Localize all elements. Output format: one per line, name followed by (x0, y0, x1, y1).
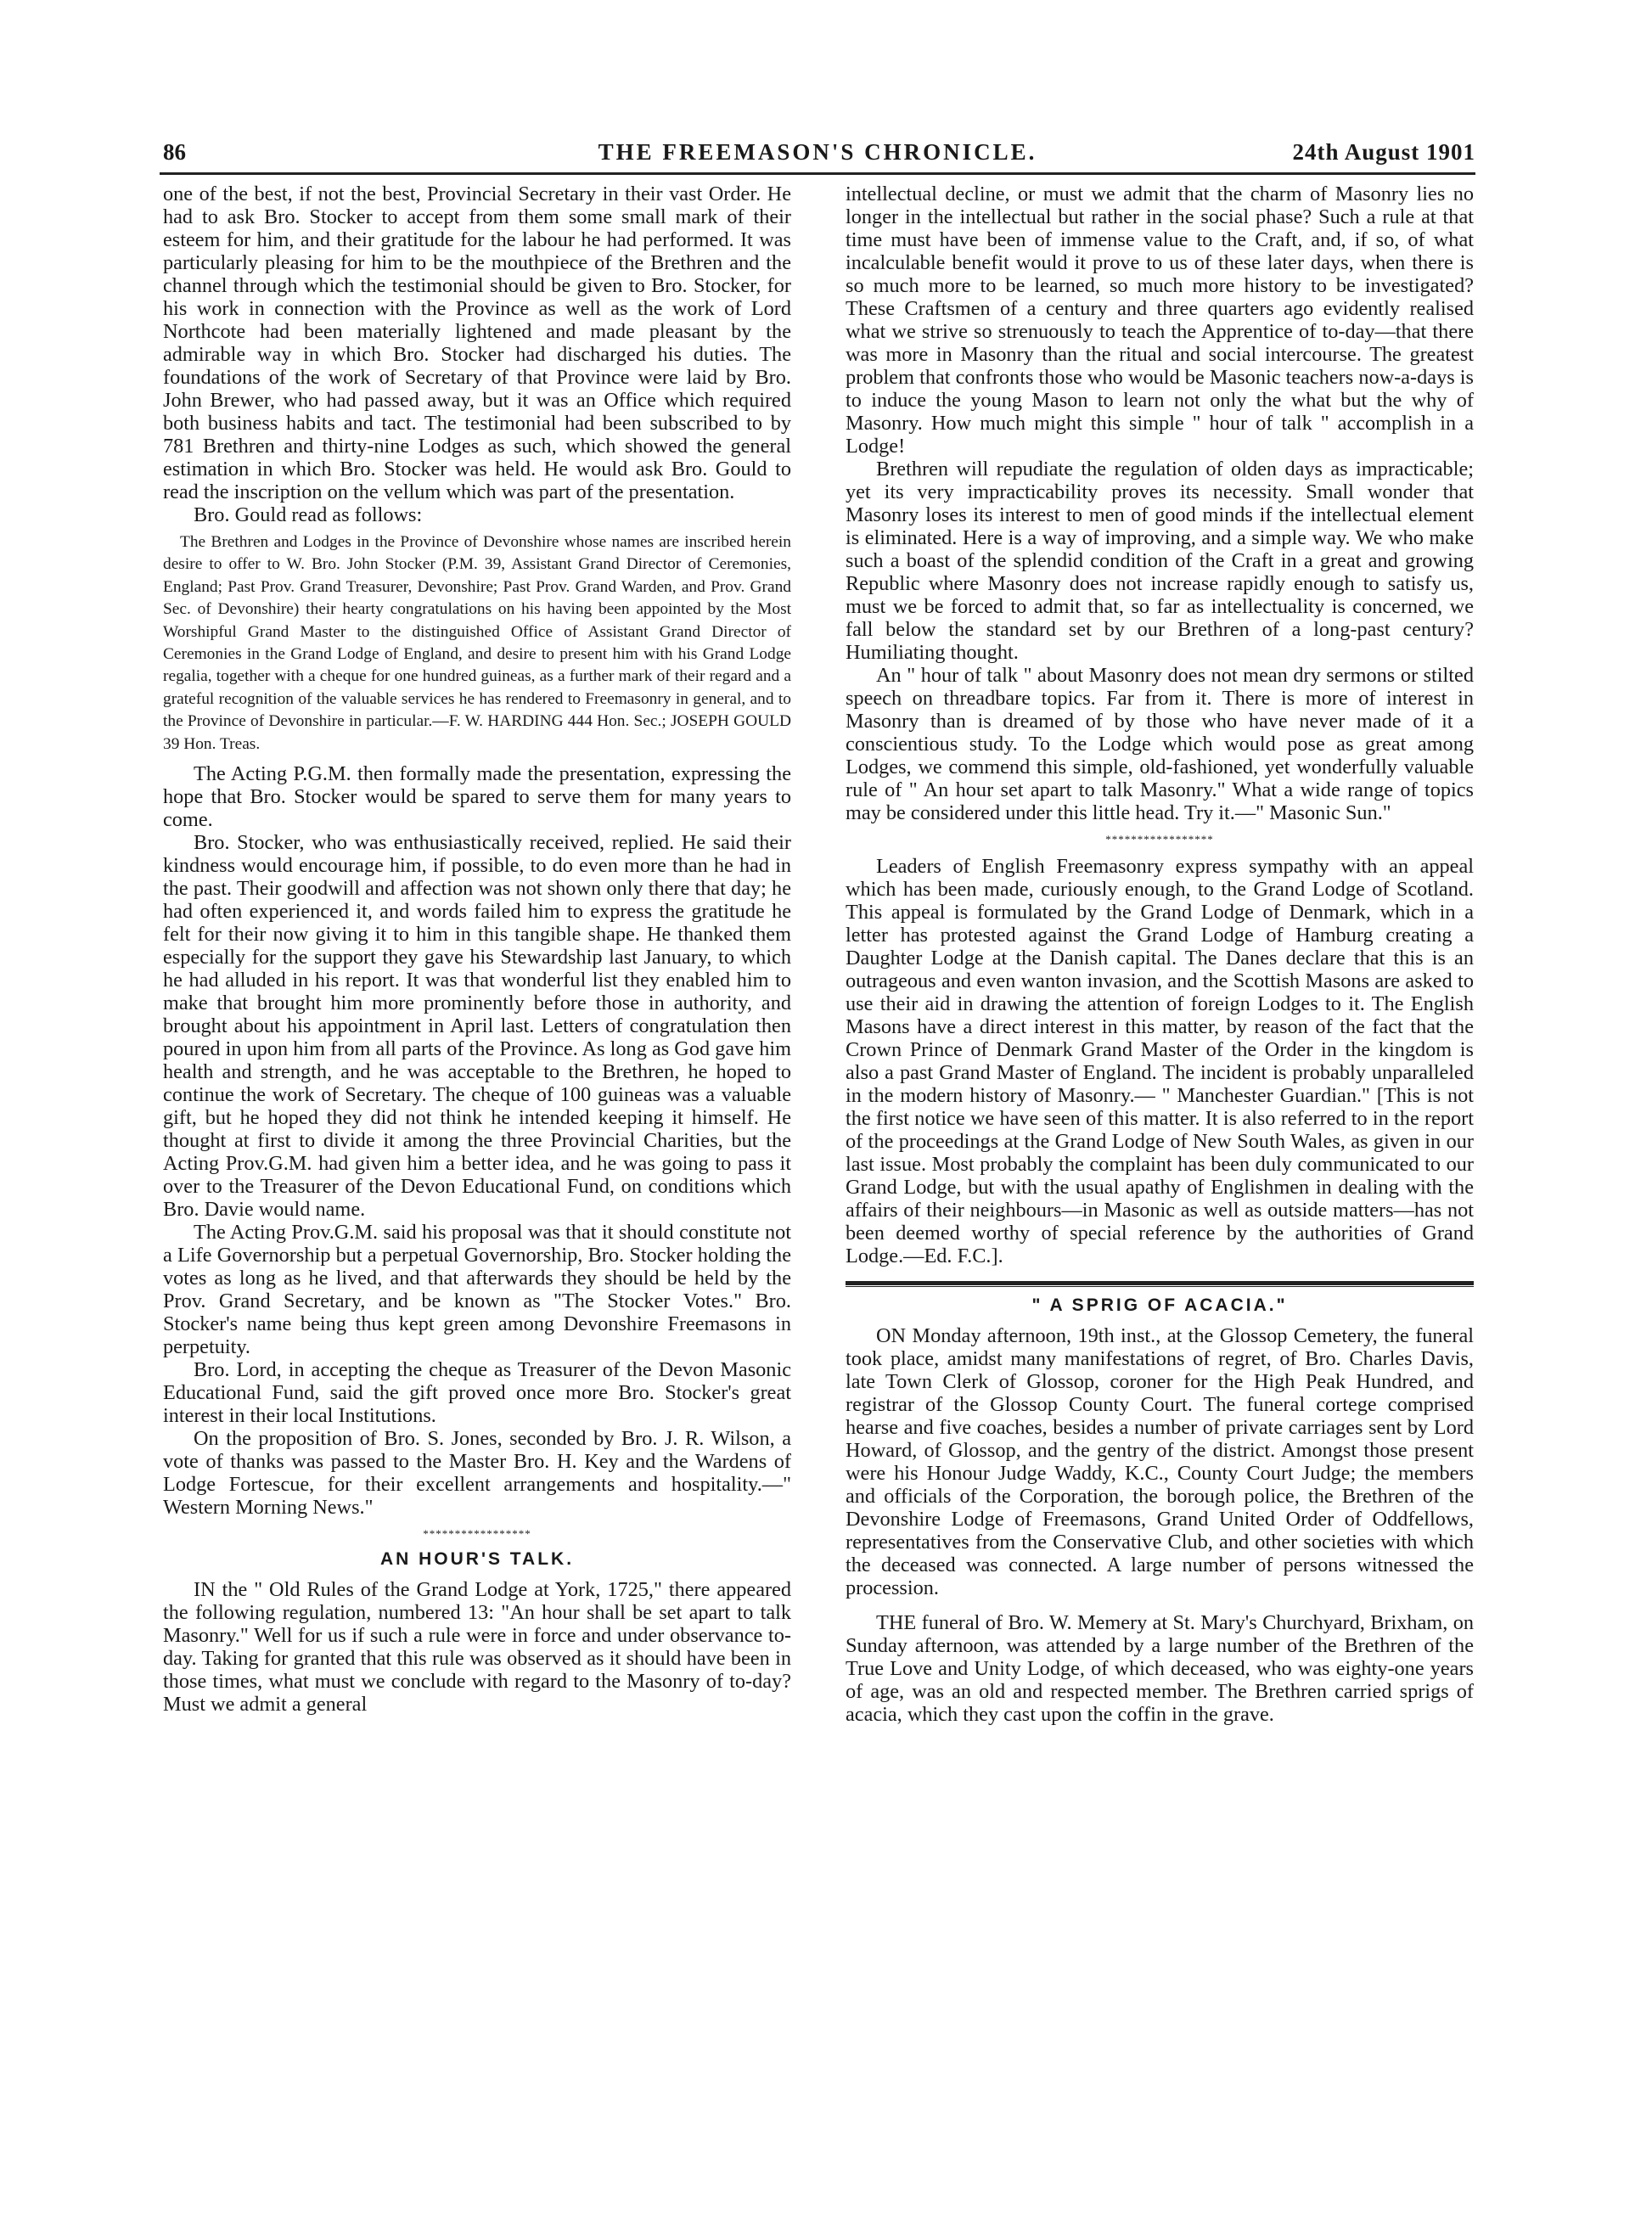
article-paragraph: An " hour of talk " about Masonry does not mean dry sermons or stilted speech on threadbare topics. Far from it. There is more of interest in Masonry than is dreamed of by those who have never made of it a conscientious study. To the Lodge which would pose as great among Lodges, we commend this simple, old-fashioned, yet wonderfully valuable rule of " An hour set apart to talk Masonry." What a wide range of topics may be considered under this little head. Try it.—" Masonic Sun." (846, 664, 1474, 824)
page-number: 86 (163, 139, 186, 165)
article-paragraph: ON Monday afternoon, 19th inst., at the Glossop Cemetery, the funeral took place, amidst many manifestations of regret, of Bro. Charles Davis, late Town Clerk of Glossop, coroner for the High Peak Hundred, and registrar of the Glossop County Court. The funeral cortege comprised hearse and five coaches, besides a number of private carriages sent by Lord Howard, of Glossop, and the gentry of the district. Amongst those present were his Honour Judge Waddy, K.C., County Court Judge; the members and officials of the Corporation, the borough police, the Brethren of the Devonshire Lodge of Freemasons, Grand United Order of Oddfellows, representatives from the Conservative Club, and other societies with which the deceased was connected. A large number of persons witnessed the procession. (846, 1324, 1474, 1599)
article-paragraph: IN the " Old Rules of the Grand Lodge at York, 1725," there appeared the following regulation, numbered 13: "An hour shall be set apart to talk Masonry." Well for us if such a rule were in force and under observance to-day. Taking for granted that this rule was observed as it should have been in those times, what must we conclude with regard to the Masonry of to-day? Must we admit a general (163, 1578, 791, 1717)
left-column (163, 183, 791, 1716)
article-paragraph: On the proposition of Bro. S. Jones, seconded by Bro. J. R. Wilson, a vote of thanks was passed to the Master Bro. H. Key and the Wardens of Lodge Fortescue, for their excellent arrangements and hospitality.—" Western Morning News." (163, 1427, 791, 1520)
article-paragraph: THE funeral of Bro. W. Memery at St. Mary's Churchyard, Brixham, on Sunday afternoon, was attended by a large number of the Brethren of the True Love and Unity Lodge, of which deceased, who was eighty-one years of age, was an old and respected member. The Brethren carried sprigs of acacia, which they cast upon the coffin in the grave. (846, 1611, 1474, 1726)
article-paragraph: one of the best, if not the best, Provincial Secretary in their vast Order. He had to ask Bro. Stocker to accept from them some small mark of their esteem for him, and their gratitude for the labour he had performed. It was particularly pleasing for him to be the mouthpiece of the Brethren and the channel through which the testimonial should be given to Bro. Stocker, for his work in connection with the Province as well as the work of Lord Northcote had been materially lightened and made pleasant by the admirable way in which Bro. Stocker had discharged his duties. The foundations of the work of Secretary of that Province were laid by Bro. John Brewer, who had passed away, but it was an Office which required both business habits and tact. The testimonial had been subscribed to by 781 Brethren and thirty-nine Lodges as such, which showed the general estimation in which Bro. Stocker was held. He would ask Bro. Gould to read the inscription on the vellum which was part of the presentation. (163, 183, 791, 503)
inscription-text: The Brethren and Lodges in the Province of Devonshire whose names are inscribed herein desire to offer to W. Bro. John Stocker (P.M. 39, Assistant Grand Director of Ceremonies, England; Past Prov. Grand Treasurer, Devonshire; Past Prov. Grand Warden, and Prov. Grand Sec. of Devonshire) their hearty congratulations on his having been appointed by the Most Worshipful Grand Master to the distinguished Office of Assistant Grand Director of Ceremonies in the Grand Lodge of England, and desire to present him with his Grand Lodge regalia, together with a cheque for one hundred guineas, as a further mark of their regard and a grateful recognition of the valuable services he has rendered to Freemasonry in general, and to the Province of Devonshire in particular.—F. W. HARDING 444 Hon. Sec.; JOSEPH GOULD 39 Hon. Treas. (163, 533, 791, 753)
page-header (160, 136, 1475, 166)
article-paragraph: Bro. Gould read as follows: (194, 503, 423, 526)
article-heading: AN HOUR'S TALK. (379, 1549, 575, 1570)
article-paragraph: intellectual decline, or must we admit that the charm of Masonry lies no longer in the intellectual but rather in the social phase? Such a rule at that time must have been of immense value to the Craft, and, if so, of what incalculable benefit would it prove to us of these later days, when there is so much more to be learned, so much more history to be investigated? These Craftsmen of a century and three quarters ago evidently realised what we strive so strenuously to teach the Apprentice of to-day—that there was more in Masonry than the ritual and social intercourse. The greatest problem that confronts those who would be Masonic teachers now-a-days is to induce the young Mason to learn not only the what but the why of Masonry. How much might this simple " hour of talk " accomplish in a Lodge! (846, 183, 1474, 458)
right-column (846, 183, 1474, 1726)
section-divider-rule (846, 1281, 1474, 1287)
article-paragraph: Brethren will repudiate the regulation of olden days as impracticable; yet its very impracticability proves its necessity. Small wonder that Masonry loses its interest to men of good minds if the intellectual element is eliminated. Here is a way of improving, and a simple way. We who make such a boast of the splendid condition of the Craft in a great and growing Republic where Masonry does not increase rapidly enough to satisfy us, must we be forced to admit that, so far as intellectuality is concerned, we fall below the standard set by our Brethren of a long-past century? Humiliating thought. (846, 458, 1474, 664)
section-separator: ***************** (1105, 833, 1214, 846)
article-paragraph: Bro. Lord, in accepting the cheque as Treasurer of the Devon Masonic Educational Fund, said the gift proved once more Bro. Stocker's great interest in their local Institutions. (163, 1358, 791, 1428)
article-paragraph: The Acting Prov.G.M. said his proposal was that it should constitute not a Life Governorship but a perpetual Governorship, Bro. Stocker holding the votes as long as he lived, and that afterwards they should be held by the Prov. Grand Secretary, and be known as "The Stocker Votes." Bro. Stocker's name being thus kept green among Devonshire Freemasons in perpetuity. (163, 1221, 791, 1359)
publication-title: THE FREEMASON'S CHRONICLE. (598, 139, 1037, 165)
article-paragraph: Bro. Stocker, who was enthusiastically received, replied. He said their kindness would encourage him, if possible, to do even more than he had in the past. Their goodwill and affection was not shown only there that day; he had often experienced it, and words failed him to express the gratitude he felt for their now giving it to him in this tangible shape. He thanked them especially for the support they gave his Stewardship last January, to which he had alluded in his report. It was that wonderful list they enabled him to make that brought him more prominently before those in authority, and brought about his appointment in April last. Letters of congratulation then poured in upon him from all parts of the Province. As long as God gave him health and strength, and he was acceptable to the Brethren, he hoped to continue the work of Secretary. The cheque of 100 guineas was a valuable gift, but he hoped they did not think he intended keeping it himself. He thought at first to divide it among the three Provincial Charities, but the Acting Prov.G.M. had given him a better idea, and he was going to pass it over to the Treasurer of the Devon Educational Fund, on conditions which Bro. Davie would name. (163, 831, 791, 1222)
header-rule (160, 172, 1475, 175)
section-separator: ***************** (423, 1527, 531, 1541)
issue-date: 24th August 1901 (1292, 139, 1475, 165)
article-paragraph: The Acting P.G.M. then formally made the presentation, expressing the hope that Bro. Stocker would be spared to serve them for many years to come. (163, 762, 791, 832)
article-heading: " A SPRIG OF ACACIA." (1031, 1295, 1288, 1315)
article-paragraph: Leaders of English Freemasonry express sympathy with an appeal which has been made, curiously enough, to the Grand Lodge of Scotland. This appeal is formulated by the Grand Lodge of Denmark, which in a letter has protested against the Grand Lodge of Hamburg creating a Daughter Lodge at the Danish capital. The Danes declare that this is an outrageous and even wanton invasion, and the Scottish Masons are asked to use their aid in drawing the attention of foreign Lodges to it. The English Masons have a direct interest in this matter, by reason of the fact that the Crown Prince of Denmark Grand Master of the Order in the kingdom is also a past Grand Master of England. The incident is probably unparalleled in the modern history of Masonry.— " Manchester Guardian." [This is not the first notice we have seen of this matter. It is also referred to in the report of the proceedings at the Grand Lodge of New South Wales, as given in our last issue. Most probably the complaint has been duly communicated to our Grand Lodge, but with the usual apathy of Englishmen in dealing with the affairs of their neighbours—in Masonic as well as outside matters—has not been deemed worthy of special reference by the authorities of Grand Lodge.—Ed. F.C.]. (846, 855, 1474, 1267)
